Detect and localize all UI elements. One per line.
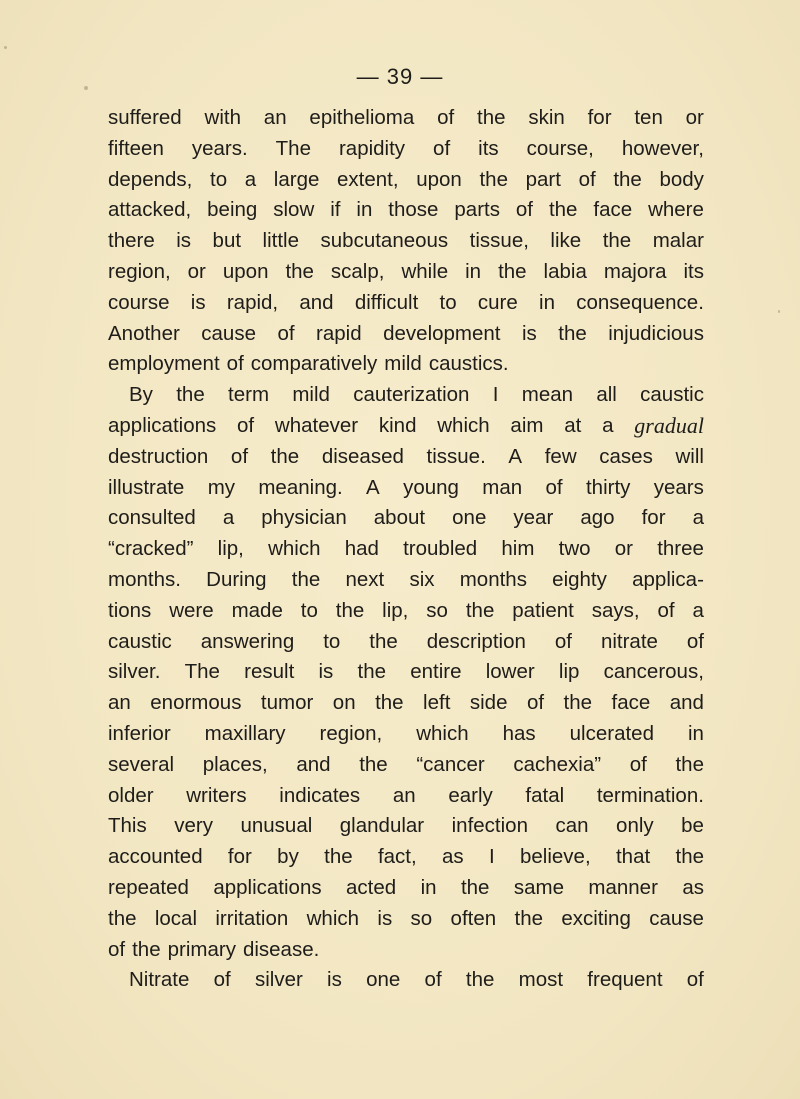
word: the	[675, 845, 704, 869]
word: had	[344, 537, 379, 561]
word: ulcerated	[569, 721, 654, 745]
word: cancerous,	[603, 660, 704, 684]
word: years.	[191, 136, 248, 160]
word: primary	[167, 937, 236, 961]
text-line	[108, 534, 704, 565]
word: The	[184, 660, 220, 684]
word: silver.	[108, 660, 161, 684]
word: mean	[521, 383, 574, 407]
word: its	[478, 136, 499, 160]
word: two	[558, 537, 591, 561]
word: the	[479, 167, 508, 191]
word: cause	[649, 906, 704, 930]
word: of	[437, 106, 455, 129]
word: months	[459, 567, 527, 591]
word: only	[616, 814, 654, 838]
word: and	[296, 752, 331, 776]
word: says,	[591, 598, 640, 622]
word: Nitrate	[129, 968, 190, 992]
word: is	[190, 290, 206, 314]
word: fifteen	[108, 136, 164, 160]
word: infection	[451, 814, 528, 838]
word: large	[273, 167, 320, 191]
word: unusual	[240, 814, 313, 838]
word: to	[439, 290, 457, 314]
word: subcutaneous	[320, 229, 449, 253]
word: fact,	[377, 845, 417, 869]
word: ago	[580, 506, 615, 530]
word: by	[277, 845, 299, 869]
text-line	[108, 965, 704, 996]
word: man	[482, 475, 523, 499]
page-number: — 39 —	[356, 64, 444, 89]
word: in	[687, 721, 704, 745]
word: the	[498, 259, 527, 283]
text-line	[108, 473, 704, 504]
word: often	[450, 906, 497, 930]
word: lip,	[382, 598, 409, 622]
word: difficult	[354, 290, 419, 314]
word: and	[669, 691, 704, 715]
word: extent,	[337, 167, 399, 191]
word: face	[611, 691, 651, 715]
word: of	[545, 475, 563, 499]
word: fatal	[525, 783, 565, 807]
text-line	[108, 134, 704, 165]
word: is	[521, 321, 537, 345]
word: scalp,	[330, 259, 385, 283]
word: “cancer	[416, 752, 485, 776]
text-line	[108, 657, 704, 688]
word: years	[653, 475, 704, 499]
word: so	[410, 906, 433, 930]
word: description	[426, 629, 526, 653]
word: one	[452, 506, 487, 530]
word: of	[657, 598, 675, 622]
word: where	[648, 198, 704, 222]
word: the	[108, 906, 137, 930]
word: eighty	[552, 567, 607, 591]
word: of	[686, 629, 704, 653]
word: cure	[477, 290, 518, 314]
word: caustic	[108, 629, 172, 653]
word: there	[108, 229, 155, 253]
text-line	[108, 195, 704, 226]
word: left	[423, 691, 451, 715]
word: tumor	[260, 691, 314, 715]
word: the	[460, 875, 490, 899]
word: of	[424, 968, 442, 992]
word: epithelioma	[309, 106, 415, 129]
word: enormous	[150, 691, 242, 715]
word: in	[420, 875, 437, 899]
word: manner	[588, 875, 658, 899]
word: can	[555, 814, 589, 838]
word: the	[675, 752, 704, 776]
text-line	[108, 565, 704, 596]
word: destruction	[108, 444, 209, 468]
word: of	[237, 413, 255, 437]
word: part	[525, 167, 561, 191]
paper-speck	[4, 46, 7, 49]
word: the	[270, 444, 300, 468]
word: its	[683, 259, 704, 283]
word: tions	[108, 598, 152, 622]
word: the	[324, 845, 353, 869]
text-line	[108, 842, 704, 873]
word: the	[357, 660, 386, 684]
word: face	[593, 198, 633, 222]
word: attacked,	[108, 198, 192, 222]
text-line	[108, 904, 704, 935]
word: aim	[510, 413, 544, 437]
text-line	[108, 103, 704, 134]
word: indicates	[279, 783, 361, 807]
word: By	[129, 383, 153, 407]
word: is	[327, 968, 342, 992]
word: labia	[543, 259, 587, 283]
word: illustrate	[108, 475, 185, 499]
word: Another	[108, 321, 180, 345]
word: him	[501, 537, 535, 561]
word: The	[275, 136, 311, 160]
word: is	[377, 906, 393, 930]
word: the	[291, 567, 321, 591]
word: applica-	[632, 567, 704, 591]
word: my	[207, 475, 236, 499]
word: lower	[485, 660, 535, 684]
word: rapid,	[226, 290, 279, 314]
body-text	[108, 103, 704, 996]
word: or	[685, 106, 704, 129]
word: with	[204, 106, 241, 129]
word: applications	[213, 875, 322, 899]
word: early	[448, 783, 493, 807]
word: inferior	[108, 721, 171, 745]
word: majora	[603, 259, 667, 283]
word: A	[366, 475, 380, 499]
word: or	[187, 259, 206, 283]
word: of	[213, 968, 231, 992]
word: a	[692, 598, 704, 622]
word: will	[675, 444, 704, 468]
word: the	[465, 968, 495, 992]
text-line	[108, 596, 704, 627]
word: glandular	[339, 814, 425, 838]
word: acted	[346, 875, 397, 899]
word: entire	[410, 660, 462, 684]
text-line	[108, 781, 704, 812]
word: to	[300, 598, 318, 622]
text-line	[108, 380, 704, 411]
word: answering	[200, 629, 295, 653]
word: an	[392, 783, 416, 807]
word: while	[401, 259, 449, 283]
word: cause	[201, 321, 256, 345]
word: During	[206, 567, 267, 591]
word: the	[613, 167, 642, 191]
word: malar	[652, 229, 704, 253]
word: made	[231, 598, 283, 622]
word: of	[277, 321, 295, 345]
word: months.	[108, 567, 181, 591]
word: or	[614, 537, 633, 561]
word: meaning.	[258, 475, 343, 499]
text-line	[108, 719, 704, 750]
word: next	[345, 567, 385, 591]
word: few	[544, 444, 577, 468]
word: in	[539, 290, 555, 314]
word: lip	[558, 660, 580, 684]
text-line	[108, 873, 704, 904]
word: This	[108, 814, 147, 838]
text-line	[108, 165, 704, 196]
word: I	[492, 383, 499, 407]
word: in	[356, 198, 373, 222]
word: of	[230, 444, 249, 468]
text-line	[108, 257, 704, 288]
word: disease.	[242, 937, 320, 961]
word: very	[174, 814, 213, 838]
text-line	[108, 750, 704, 781]
text-line	[108, 627, 704, 658]
word: applications	[108, 413, 217, 437]
word: of	[433, 136, 451, 160]
word: irritation	[215, 906, 289, 930]
word: which	[416, 721, 469, 745]
word: the	[563, 691, 593, 715]
word: an	[263, 106, 287, 129]
word: the	[335, 598, 365, 622]
word: if	[330, 198, 341, 222]
text-line	[108, 688, 704, 719]
word: caustic	[640, 383, 704, 407]
word: a	[602, 413, 614, 437]
word: comparatively	[250, 352, 378, 376]
word: in	[465, 259, 482, 283]
word: at	[564, 413, 582, 437]
word: the	[285, 259, 314, 283]
word: which	[268, 537, 321, 561]
text-line	[108, 503, 704, 534]
word: injudicious	[608, 321, 704, 345]
word: tissue,	[469, 229, 529, 253]
word: like	[550, 229, 582, 253]
word: for	[641, 506, 666, 530]
word: nitrate	[600, 629, 658, 653]
word: lip,	[217, 537, 244, 561]
word: six	[409, 567, 435, 591]
word: being	[207, 198, 258, 222]
word: cases	[599, 444, 653, 468]
word: three	[657, 537, 704, 561]
word: the	[465, 598, 495, 622]
word: troubled	[403, 537, 478, 561]
word: slow	[273, 198, 315, 222]
word: but	[212, 229, 242, 253]
word: result	[244, 660, 295, 684]
word: same	[513, 875, 564, 899]
word: of	[526, 691, 545, 715]
word: employment	[108, 352, 220, 376]
word: region,	[319, 721, 383, 745]
word: the	[477, 106, 506, 129]
word: kind	[378, 413, 417, 437]
word: the	[548, 198, 578, 222]
word: consulted	[108, 506, 196, 530]
word: be	[681, 814, 704, 838]
word: patient	[512, 598, 574, 622]
word: the	[558, 321, 587, 345]
word: exciting	[561, 906, 631, 930]
word: the	[375, 691, 404, 715]
word: several	[108, 752, 175, 776]
word: term	[228, 383, 270, 407]
word: that	[615, 845, 651, 869]
word: a	[244, 167, 257, 191]
text-line	[108, 349, 704, 380]
word: as	[682, 875, 704, 899]
text-line	[108, 935, 704, 966]
word: most	[518, 968, 564, 992]
word: depends,	[108, 167, 193, 191]
word: places,	[202, 752, 268, 776]
word: were	[169, 598, 214, 622]
word: development	[383, 321, 501, 345]
word: cauterization	[353, 383, 470, 407]
word: to	[323, 629, 341, 653]
word: upon	[222, 259, 269, 283]
word: skin	[528, 106, 565, 129]
word: body	[659, 167, 704, 191]
word: one	[366, 968, 401, 992]
word: region,	[108, 259, 171, 283]
word: the	[176, 383, 205, 407]
word: as	[442, 845, 464, 869]
word: the	[602, 229, 632, 253]
word: all	[596, 383, 617, 407]
word: for	[227, 845, 252, 869]
word: writers	[186, 783, 247, 807]
word: a	[222, 506, 235, 530]
text-line	[108, 811, 704, 842]
word: of	[554, 629, 572, 653]
word: caustics.	[428, 352, 509, 376]
word: on	[332, 691, 356, 715]
word: believe,	[520, 845, 591, 869]
word: to	[210, 167, 228, 191]
word: whatever	[274, 413, 359, 437]
word: suffered	[108, 106, 182, 129]
word: accounted	[108, 845, 203, 869]
word: of	[686, 968, 704, 992]
word: diseased	[321, 444, 404, 468]
text-line	[108, 288, 704, 319]
word: A	[508, 444, 523, 468]
text-line	[108, 411, 704, 442]
word: for	[587, 106, 612, 129]
word: those	[388, 198, 439, 222]
word: maxillary	[204, 721, 286, 745]
word: of	[515, 198, 534, 222]
word: “cracked”	[108, 537, 194, 561]
word: rapid	[316, 321, 362, 345]
word: physician	[261, 506, 347, 530]
word: the	[359, 752, 388, 776]
word: the	[514, 906, 543, 930]
word: I	[488, 845, 495, 869]
word: repeated	[108, 875, 189, 899]
word: course,	[526, 136, 594, 160]
word: consequence.	[576, 290, 704, 314]
word: which	[306, 906, 360, 930]
text-line	[108, 319, 704, 350]
word: mild	[384, 352, 422, 376]
word: so	[426, 598, 448, 622]
word: upon	[416, 167, 462, 191]
word: parts	[454, 198, 500, 222]
word: which	[437, 413, 490, 437]
word: the	[369, 629, 398, 653]
word: of	[108, 937, 126, 961]
word: ten	[634, 106, 663, 129]
word: older	[108, 783, 154, 807]
word: of	[578, 167, 596, 191]
word: an	[108, 691, 131, 715]
word: a	[692, 506, 704, 530]
word: however,	[621, 136, 704, 160]
word: tissue.	[426, 444, 486, 468]
word: about	[373, 506, 426, 530]
italic-word: gradual	[634, 412, 704, 438]
word: local	[154, 906, 198, 930]
word: termination.	[596, 783, 704, 807]
word: mild	[292, 383, 330, 407]
word: side	[469, 691, 508, 715]
word: is	[176, 229, 192, 253]
word: frequent	[587, 968, 663, 992]
word: silver	[254, 968, 303, 992]
word: year	[513, 506, 554, 530]
word: of	[629, 752, 647, 776]
word: and	[299, 290, 334, 314]
word: course	[108, 290, 170, 314]
word: the	[132, 937, 161, 961]
text-line	[108, 226, 704, 257]
word: rapidity	[338, 136, 406, 160]
word: is	[318, 660, 334, 684]
word: of	[226, 352, 244, 376]
word: has	[502, 721, 536, 745]
word: little	[262, 229, 300, 253]
word: cachexia”	[513, 752, 602, 776]
word: thirty	[585, 475, 631, 499]
text-line	[108, 442, 704, 473]
word: young	[403, 475, 459, 499]
paper-speck	[778, 310, 780, 313]
